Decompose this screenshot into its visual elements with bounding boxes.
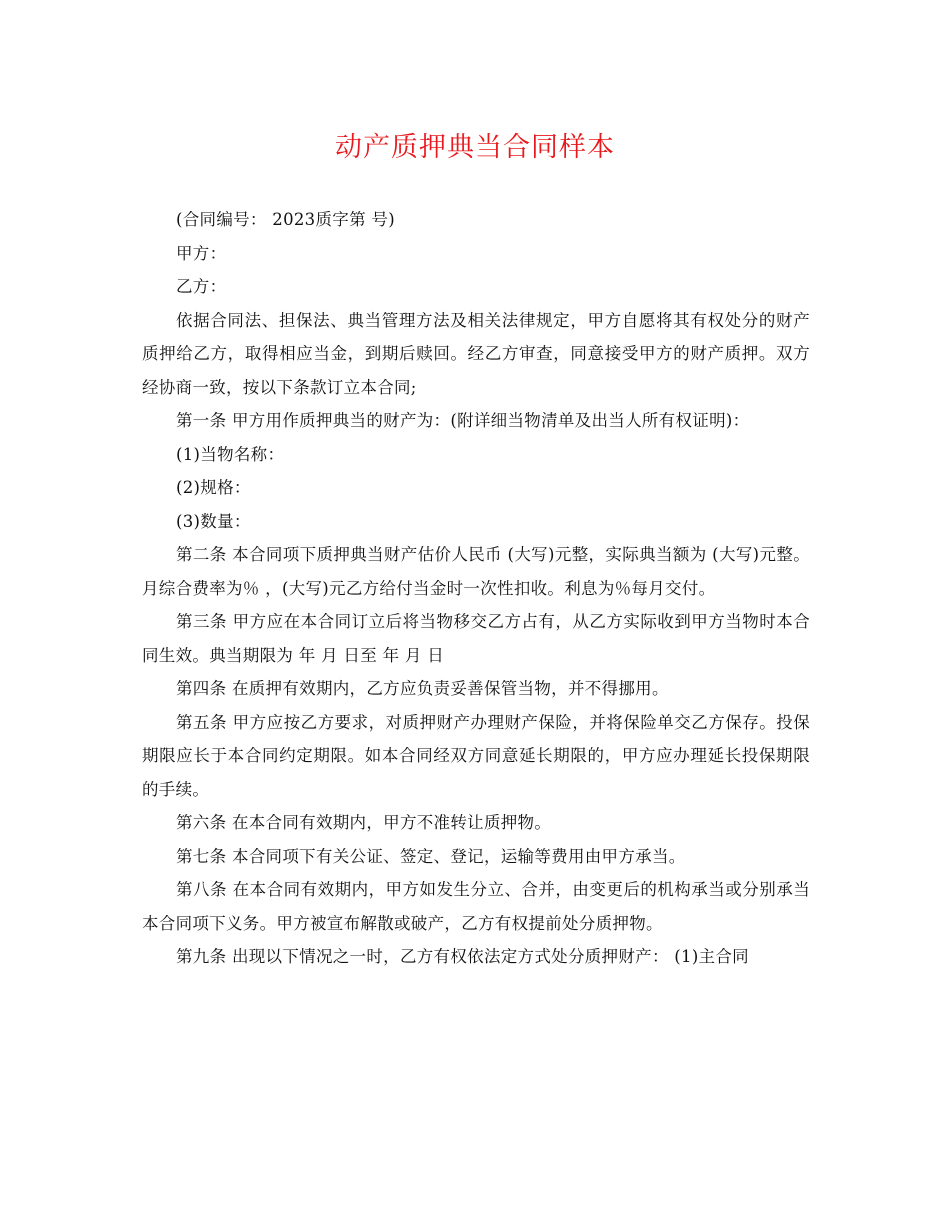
party-a-line: 甲方： [176,243,227,263]
item-quantity-line: (3)数量： [176,511,251,531]
item-spec-line: (2)规格： [176,478,251,497]
article-4: 第四条 在质押有效期内，乙方应负责妥善保管当物，并不得挪用。 [176,679,669,698]
preamble-paragraph: 依据合同法、担保法、典当管理方法及相关法律规定，甲方自愿将其有权处分的财产质押给乙方，取得相应当金，到期后赎回。经乙方审查，同意接受甲方的财产质押。双方经协商一致，按以下条款订立本合同; [142,310,810,397]
article-5: 第五条 甲方应按乙方要求，对质押财产办理财产保险，并将保险单交乙方保存。投保期限应长于本合同约定期限。如本合同经双方同意延长期限的，甲方应办理延长投保期限的手续。 [142,712,810,799]
article-9: 第九条 出现以下情况之一时，乙方有权依法定方式处分质押财产： (1)主合同 [176,947,749,966]
article-1: 第一条 甲方用作质押典当的财产为：(附详细当物清单及出当人所有权证明)： [176,411,750,430]
article-3: 第三条 甲方应在本合同订立后将当物移交乙方占有，从乙方实际收到甲方当物时本合同生效。典当期限为 年 月 日至 年 月 日 [142,612,810,665]
document-body [142,203,810,974]
document-title: 动产质押典当合同样本 [335,132,615,163]
article-6: 第六条 在本合同有效期内，甲方不准转让质押物。 [176,813,552,832]
article-8: 第八条 在本合同有效期内，甲方如发生分立、合并，由变更后的机构承当或分别承当本合同项下义务。甲方被宣布解散或破产，乙方有权提前处分质押物。 [142,880,810,933]
article-7: 第七条 本合同项下有关公证、签定、登记，运输等费用由甲方承当。 [176,846,686,866]
contract-number-line: (合同编号： 2023质字第 号) [176,210,395,229]
article-2: 第二条 本合同项下质押典当财产估价人民币 (大写)元整，实际典当额为 (大写)元整。月综合费率为％ ，(大写)元乙方给付当金时一次性扣收。利息为％每月交付。 [142,545,810,598]
party-b-line: 乙方： [176,277,227,296]
item-name-line: (1)当物名称： [176,444,285,464]
